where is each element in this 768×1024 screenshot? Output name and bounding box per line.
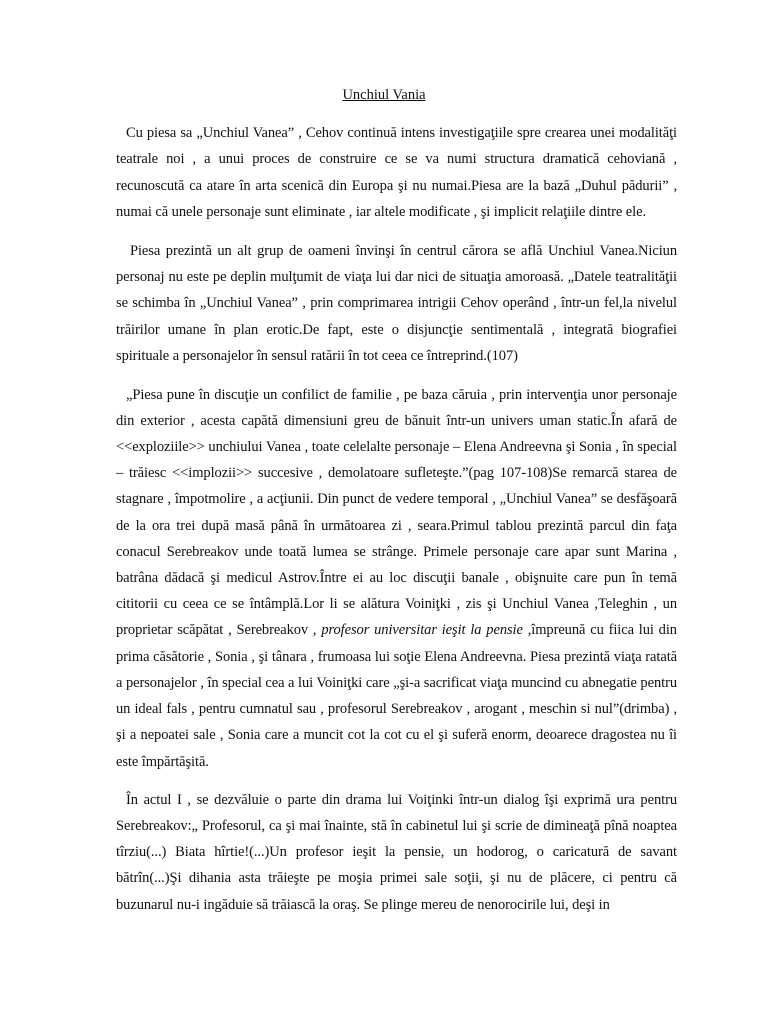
paragraph-3-italic: profesor universitar ieşit la pensie xyxy=(321,622,523,639)
document-title: Unchiul Vania xyxy=(342,87,426,103)
paragraph-4: În actul I , se dezvăluie o parte din drama lui Voiţinki într-un dialog îşi exprimă ura pentru Serebreakov:„ Profesorul, ca şi mai înainte, stă în cabinetul lui şi scrie de dimineaţă pînă noaptea tîrziu(...) Biata hîrtie!(...)Un profesor ieşit la pensie, un hodorog, o caricatură de savant bătrîn(...)Şi dihania asta trăieşte pe moşia primei sale soţii, şi nu de plăcere, ci pentru că buzunarul nu-i ingăduie să trăiască la oraş. Se plinge mereu de nenorocirile lui, deşi in xyxy=(116,791,677,913)
paragraph-3-part-1: „Piesa pune în discuţie un confilict de familie , pe baza căruia , prin intervenţia unor personaje din exterior , acesta capătă dimensiuni greu de bănuit într-un univers uman static.În afară de <<exploziile>> unchiului Vanea , toate celelalte personaje – Elena Andreevna şi Sonia , în special – trăiesc <<implozii>> succesive , demolatoare sufleteşte.”(pag 107-108)Se remarcă starea de stagnare , împotmolire , a acţiunii. Din punct de vedere temporal , „Unchiul Vanea” se desfăşoară de la ora trei după masă până în următoarea zi , seara.Primul tablou prezintă parcul din faţa conacul Serebreakov unde toată lumea se strânge. Primele personaje care apar sunt Marina , batrâna dădacă şi medicul Astrov.Între ei au loc discuţii banale , obişnuite care pun în temă cititorii cu ceea ce se întâmplă.Lor li se alătura Voiniţki , zis şi Unchiul Vanea ,Teleghin , un proprietar scăpătat , Serebreakov , xyxy=(116,386,677,639)
paragraph-2: Piesa prezintă un alt grup de oameni învinşi în centrul cărora se află Unchiul Vanea.Niciun personaj nu este pe deplin mulţumit de viaţa lui dar nici de situaţia amoroasă. „Datele teatralităţii se schimba în „Unchiul Vanea” , prin comprimarea intrigii Cehov operând , într-un fel,la nivelul trăirilor umane în plan erotic.De fapt, este o disjuncţie sentimentală , integrată biografiei spirituale a personajelor în sensul ratării în tot ceea ce întreprind.(107) xyxy=(116,242,677,365)
paragraph-3-part-2: ,împreună cu fiica lui din prima căsătorie , Sonia , şi tânara , frumoasa lui soţie Elena Andreevna. Piesa prezintă viaţa ratată a personajelor , în special cea a lui Voiniţki care „şi-a sacrificat viaţa muncind cu abnegatie pentru un ideal fals , pentru cumnatul sau , profesorul Serebreakov , arogant , meschin si nul”(drimba) , şi a nepoatei sale , Sonia care a muncit cot la cot cu el şi suferă enorm, deoarece dragostea nu îi este împărtăşită. xyxy=(116,622,677,770)
paragraph-3 xyxy=(116,382,677,775)
paragraph-1: Cu piesa sa „Unchiul Vanea” , Cehov continuă intens investigaţiile spre crearea unei modalităţi teatrale noi , a unui proces de construire ce se va numi structura dramatică cehoviană , recunoscută ca atare în arta scenică din Europa şi nu numai.Piesa are la bază „Duhul pădurii” , numai că unele personaje sunt eliminate , iar altele modificate , şi implicit relaţiile dintre ele. xyxy=(116,125,677,221)
document-body xyxy=(116,120,677,930)
